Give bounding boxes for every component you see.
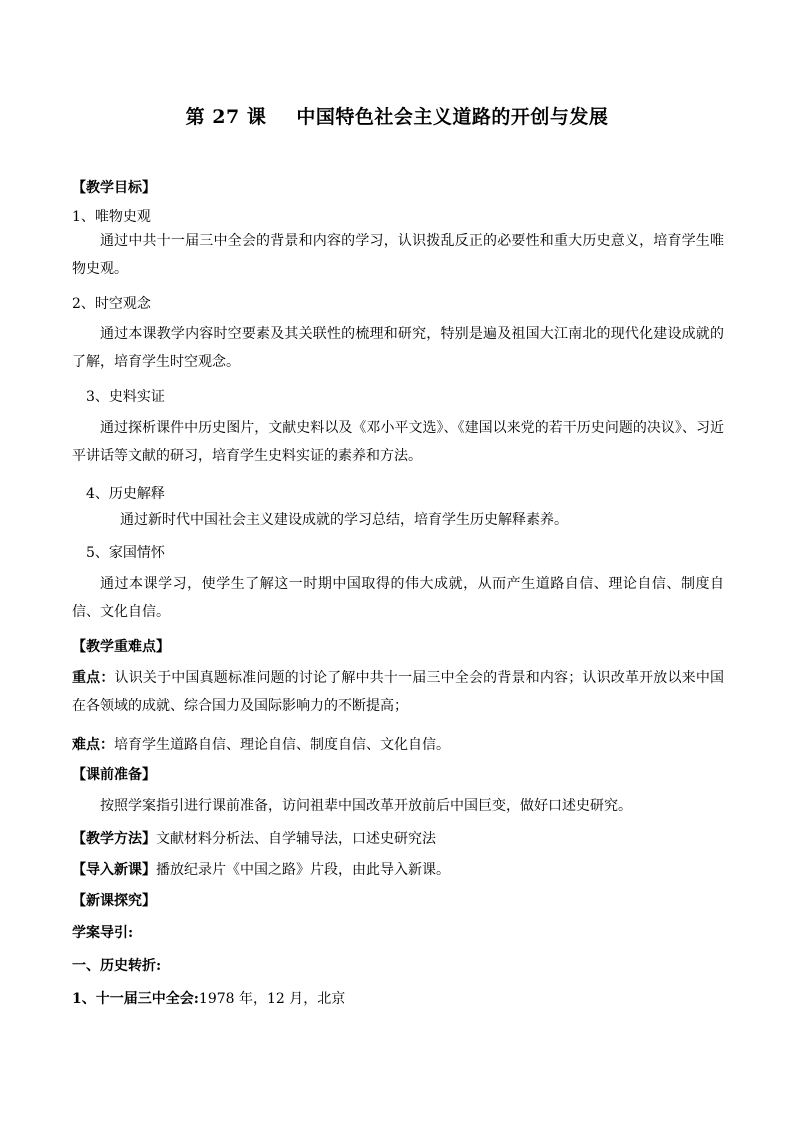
section-1-heading: 一、历史转折: bbox=[72, 958, 162, 974]
difficulty-line bbox=[72, 736, 450, 754]
item-1-line bbox=[72, 990, 345, 1008]
objective-2-label: 2、时空观念 bbox=[72, 296, 151, 312]
guide-label: 学案导引: bbox=[72, 925, 134, 941]
methods-text: 文献材料分析法、自学辅导法，口述史研究法 bbox=[156, 831, 436, 847]
item-1-label: 1、十一届三中全会: bbox=[72, 991, 199, 1007]
intro-text: 播放纪录片《中国之路》片段，由此导入新课。 bbox=[156, 862, 450, 878]
objective-3-text: 通过探析课件中历史图片，文献史料以及《邓小平文选》、《建国以来党的若干历史问题的决议》、习近平讲话等文献的研习，培育学生史料实证的素养和方法。 bbox=[72, 420, 724, 464]
focus-label: 重点： bbox=[72, 670, 115, 686]
page-title bbox=[0, 102, 794, 129]
objective-5-label: 5、家国情怀 bbox=[86, 545, 165, 561]
objectives-heading: 【教学目标】 bbox=[72, 180, 156, 196]
difficulty-text: 培育学生道路自信、理论自信、制度自信、文化自信。 bbox=[114, 737, 450, 753]
methods-line bbox=[72, 830, 436, 848]
methods-heading: 【教学方法】 bbox=[72, 831, 156, 847]
intro-heading: 【导入新课】 bbox=[72, 862, 156, 878]
focus-paragraph bbox=[72, 664, 724, 720]
key-points-heading: 【教学重难点】 bbox=[72, 639, 170, 655]
lesson-number: 第 27 课 bbox=[185, 106, 267, 128]
objective-1-label: 1、唯物史观 bbox=[72, 209, 151, 225]
objective-1-text: 通过中共十一届三中全会的背景和内容的学习，认识拨乱反正的必要性和重大历史意义，培育学生唯物史观。 bbox=[72, 233, 724, 277]
explore-heading: 【新课探究】 bbox=[72, 893, 156, 909]
preparation-heading: 【课前准备】 bbox=[72, 767, 156, 783]
objective-3-label: 3、史料实证 bbox=[86, 389, 165, 405]
item-1-text: 1978 年，12 月，北京 bbox=[198, 991, 346, 1007]
intro-line bbox=[72, 861, 450, 879]
objective-5-text: 通过本课学习，使学生了解这一时期中国取得的伟大成就，从而产生道路自信、理论自信、制度自信、文化自信。 bbox=[72, 576, 724, 620]
objective-4-label: 4、历史解释 bbox=[86, 486, 165, 502]
lesson-name: 中国特色社会主义道路的开创与发展 bbox=[296, 106, 609, 128]
objective-4-text: 通过新时代中国社会主义建设成就的学习总结，培育学生历史解释素养。 bbox=[120, 512, 568, 528]
focus-text: 认识关于中国真题标准问题的讨论了解中共十一届三中全会的背景和内容；认识改革开放以来中国在各领域的成就、综合国力及国际影响力的不断提高； bbox=[72, 670, 725, 714]
difficulty-label: 难点： bbox=[72, 737, 114, 753]
objective-2-text: 通过本课教学内容时空要素及其关联性的梳理和研究，特别是遍及祖国大江南北的现代化建设成就的了解，培育学生时空观念。 bbox=[72, 326, 724, 370]
preparation-text: 按照学案指引进行课前准备，访问祖辈中国改革开放前后中国巨变，做好口述史研究。 bbox=[100, 798, 632, 814]
